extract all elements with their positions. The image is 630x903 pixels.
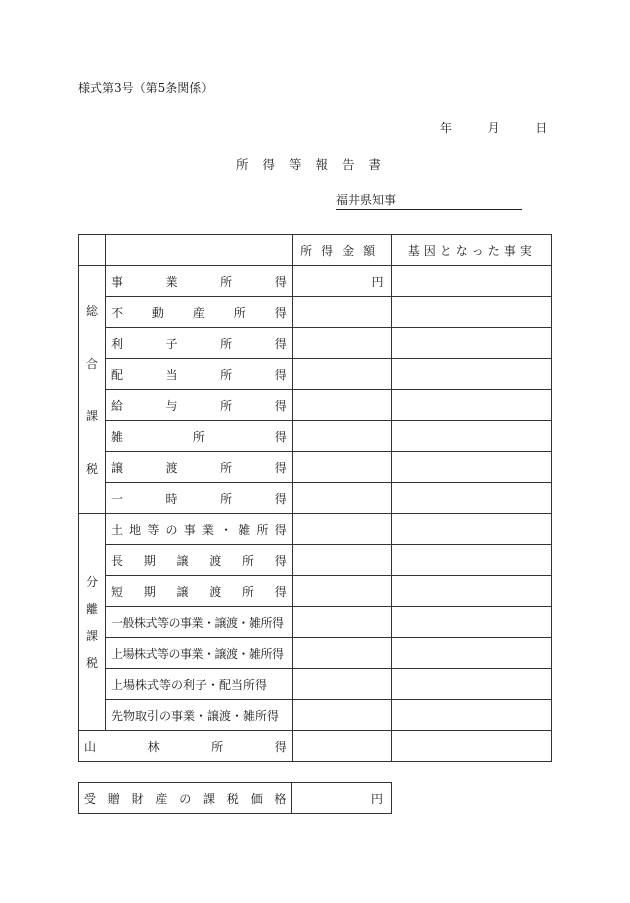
income-item-cell	[105, 483, 292, 514]
gift-amount-cell[interactable]: 円	[292, 783, 392, 814]
group-label-char: 課	[85, 629, 98, 643]
amount-cell[interactable]	[292, 607, 392, 638]
income-item-cell	[105, 669, 292, 700]
table-row	[79, 421, 552, 452]
amount-cell[interactable]	[292, 297, 392, 328]
income-item-cell	[105, 700, 292, 731]
reason-cell[interactable]	[392, 359, 552, 390]
reason-cell[interactable]	[392, 452, 552, 483]
group-label-char: 総	[85, 303, 98, 318]
forestry-cell	[79, 731, 293, 762]
amount-cell[interactable]	[292, 359, 392, 390]
amount-cell[interactable]	[292, 328, 392, 359]
day-label: 日	[535, 121, 548, 135]
amount-cell[interactable]	[292, 483, 392, 514]
income-item-label: 上場株式等の利子・配当所得	[110, 677, 267, 692]
amount-cell[interactable]	[292, 390, 392, 421]
reason-cell[interactable]	[392, 576, 552, 607]
header-item-blank	[105, 235, 292, 266]
table-row	[79, 359, 552, 390]
income-item-label: 短 期 譲 渡 所 得	[110, 584, 287, 599]
amount-header	[292, 235, 392, 266]
amount-cell[interactable]	[292, 576, 392, 607]
reason-cell[interactable]	[392, 731, 552, 762]
table-row	[79, 297, 552, 328]
income-item-cell	[105, 607, 292, 638]
income-item-cell	[105, 328, 292, 359]
table-row	[79, 607, 552, 638]
income-item-label: 事 業 所 得	[110, 274, 287, 289]
income-item-cell	[105, 545, 292, 576]
income-item-label: 一 時 所 得	[110, 491, 287, 506]
gift-label: 受 贈 財 産 の 課 税 価 格	[84, 791, 287, 806]
income-item-cell	[105, 359, 292, 390]
addressee: 福井県知事	[336, 191, 522, 210]
table-row	[79, 638, 552, 669]
group-label-char: 合	[85, 356, 98, 371]
reason-cell[interactable]	[392, 669, 552, 700]
income-table	[78, 234, 552, 762]
gift-table	[78, 782, 392, 814]
reason-cell[interactable]	[392, 483, 552, 514]
income-item-cell	[105, 421, 292, 452]
income-item-label: 雑 所 得	[110, 429, 287, 444]
income-item-cell	[105, 576, 292, 607]
amount-cell[interactable]	[292, 545, 392, 576]
reason-cell[interactable]	[392, 545, 552, 576]
reason-header-label: 基因となった事実	[407, 243, 536, 258]
income-item-cell	[105, 638, 292, 669]
reason-cell[interactable]	[392, 607, 552, 638]
reason-header	[392, 235, 552, 266]
group-label-cell	[79, 514, 106, 731]
income-item-label: 一般株式等の事業・譲渡・雑所得	[110, 615, 284, 630]
income-item-label: 不 動 産 所 得	[110, 305, 287, 320]
income-item-label: 上場株式等の事業・譲渡・雑所得	[110, 646, 284, 661]
reason-cell[interactable]	[392, 421, 552, 452]
income-item-label: 給 与 所 得	[110, 398, 287, 413]
table-row	[79, 669, 552, 700]
table-row	[79, 483, 552, 514]
table-row	[79, 731, 552, 762]
page-title: 所得等報告書	[236, 157, 396, 172]
amount-cell[interactable]	[292, 731, 392, 762]
reason-cell[interactable]	[392, 638, 552, 669]
income-item-label: 配 当 所 得	[110, 367, 287, 382]
table-row	[79, 452, 552, 483]
amount-cell[interactable]	[292, 421, 392, 452]
income-item-cell	[105, 452, 292, 483]
gift-label-cell	[79, 783, 292, 814]
amount-cell[interactable]	[292, 638, 392, 669]
income-item-label: 譲 渡 所 得	[110, 460, 287, 475]
income-item-cell	[105, 514, 292, 545]
income-item-cell	[105, 390, 292, 421]
amount-cell[interactable]	[292, 669, 392, 700]
table-row	[79, 545, 552, 576]
group-label-cell	[79, 266, 106, 514]
table-row	[79, 514, 552, 545]
amount-header-label: 所得金額	[300, 243, 385, 258]
form-number: 様式第3号（第5条関係）	[78, 81, 214, 95]
date-line	[440, 119, 547, 136]
reason-cell[interactable]	[392, 328, 552, 359]
table-row	[79, 390, 552, 421]
group-label-char: 税	[85, 656, 98, 670]
amount-cell[interactable]	[292, 514, 392, 545]
header-group-blank	[79, 235, 106, 266]
reason-cell[interactable]	[392, 700, 552, 731]
reason-cell[interactable]	[392, 390, 552, 421]
income-item-cell	[105, 297, 292, 328]
table-row	[79, 266, 552, 297]
income-item-cell	[105, 266, 292, 297]
income-item-label: 先物取引の事業・譲渡・雑所得	[110, 708, 279, 723]
reason-cell[interactable]	[392, 514, 552, 545]
group-label-char: 税	[85, 462, 98, 477]
group-label-char: 課	[85, 409, 98, 424]
income-item-label: 長 期 譲 渡 所 得	[110, 553, 287, 568]
amount-cell[interactable]: 円	[292, 266, 392, 297]
month-label: 月	[487, 121, 500, 135]
table-row	[79, 576, 552, 607]
table-row	[79, 328, 552, 359]
reason-cell[interactable]	[392, 266, 552, 297]
header-row	[79, 235, 552, 266]
income-item-label: 利 子 所 得	[110, 336, 287, 351]
group-label-char: 離	[85, 602, 98, 616]
forestry-label: 山 林 所 得	[84, 739, 287, 754]
amount-cell[interactable]	[292, 452, 392, 483]
year-label: 年	[440, 121, 453, 135]
reason-cell[interactable]	[392, 297, 552, 328]
amount-cell[interactable]	[292, 700, 392, 731]
group-label-char: 分	[85, 575, 98, 589]
table-row	[79, 700, 552, 731]
income-item-label: 土 地 等 の 事 業 ・ 雑 所 得	[110, 522, 287, 537]
